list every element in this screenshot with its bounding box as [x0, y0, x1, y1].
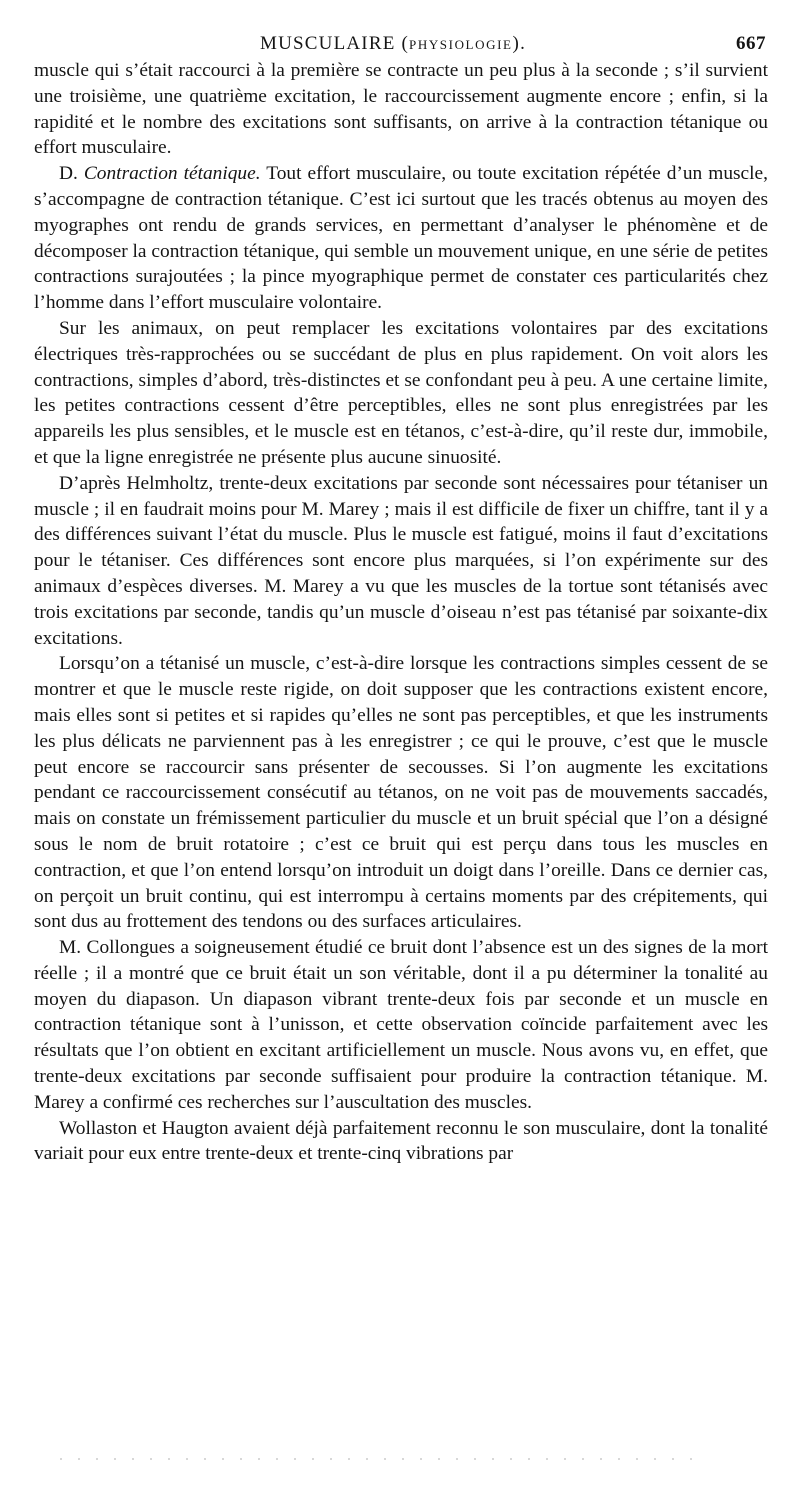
paragraph-collongues: M. Collongues a soigneusement étudié ce bruit dont l’absence est un des signes de la mort réelle ; il a montré que ce bruit était un son véritable, dont il a pu déterminer la tonalité au moyen du diapason. Un diapason vibrant trente-deux fois par seconde et un muscle en contraction tétanique sont à l’unisson, et cette observation coïncide parfaitement avec les résultats que l’on obtient en excitant artificiellement un muscle. Nous avons vu, en effet, que trente-deux excitations par seconde suffisaient pour produire la contraction tétanique. M. Marey a confirmé ces recherches sur l’auscultation des muscles. [34, 937, 768, 1113]
section-text: Tout effort musculaire, ou toute excitation répétée d’un muscle, s’accompagne de contraction tétanique. C’est ici surtout que les tracés obtenus au moyen des myographes ont rendu de grands services, en permettant d’analyser le phénomène et de décomposer la contraction tétanique, qui semble un mouvement unique, en une série de petites contractions surajoutées ; la pince myographique permet de constater ces particularités chez l’homme dans l’effort musculaire volontaire. [34, 163, 769, 314]
paragraph-helmholtz: D’après Helmholtz, trente-deux excitations par seconde sont nécessaires pour tétaniser un muscle ; il en faudrait moins pour M. Marey ; mais il est difficile de fixer un chiffre, tant il y a des différences suivant l’état du muscle. Plus le muscle est fatigué, moins il faut d’excitations pour le tétaniser. Ces différences sont encore plus marquées, si l’on expérimente sur des animaux d’espèces diverses. M. Marey a vu que les muscles de la tortue sont tétanisés avec trois excitations par seconde, tandis qu’un muscle d’oiseau n’est pas tétanisé par soixante-dix excitations. [34, 472, 768, 649]
section-title: Contraction tétanique. [83, 163, 261, 185]
paragraph-continued: muscle qui s’était raccourci à la première se contracte un peu plus à la seconde ; s’il survient une troisième, une quatrième excitation, le raccourcissement augmente encore ; enfin, si la rapidité et le nombre des excitations sont suffisants, on arrive à la contraction tétanique ou effort musculaire. [34, 60, 768, 159]
paragraph-wollaston: Wollaston et Haugton avaient déjà parfaitement reconnu le son musculaire, dont la tonalité variait pour eux entre trente-deux et trente-cinq vibrations par [34, 1117, 768, 1165]
section-mark: D. [59, 163, 78, 185]
running-head-end: ). [512, 33, 527, 54]
running-head [260, 30, 526, 59]
paragraph-contraction-tetanique [34, 161, 768, 316]
body-text [34, 58, 768, 1167]
paragraph-animaux: Sur les animaux, on peut remplacer les excitations volontaires par des excitations électriques très-rapprochées ou se succédant de plus en plus rapidement. On voit alors les contractions, simples d’abord, très-distinctes et se confondant peu à peu. A une certaine limite, les petites contractions cessent d’être perceptibles, elles ne sont plus enregistrées par les appareils les plus sensibles, et le muscle est en tétanos, c’est-à-dire, qu’il reste dur, immobile, et que la ligne enregistrée ne présente plus aucune sinuosité. [34, 317, 768, 468]
running-head-main: MUSCULAIRE ( [260, 33, 409, 54]
running-head-small: PHYSIOLOGIE [409, 37, 513, 52]
paragraph-tetanise: Lorsqu’on a tétanisé un muscle, c’est-à-dire lorsque les contractions simples cessent de se montrer et que le muscle reste rigide, on doit supposer que les contractions existent encore, mais elles sont si petites et si rapides qu’elles ne sont pas perceptibles, et que les instruments les plus délicats ne parviennent pas à les enregistrer ; ce qui le prouve, c’est que le muscle peut encore se raccourcir sans présenter de secousses. Si l’on augmente les excitations pendant ce raccourcissement consécutif au tétanos, on ne voit pas de mouvements saccadés, mais on constate un frémissement particulier du muscle et un bruit spécial que l’on a désigné sous le nom de bruit rotatoire ; c’est ce bruit qui est perçu dans tous les muscles en contraction, et que l’on entend lorsqu’on introduit un doigt dans l’oreille. Dans ce dernier cas, on perçoit un bruit continu, qui est interrompu à certains moments par des crépitements, qui sont dus au frottement des tendons ou des surfaces articulaires. [34, 653, 768, 933]
document-page [34, 30, 768, 1167]
faint-bottom-line [60, 1458, 700, 1460]
page-header [34, 30, 768, 58]
page-number: 667 [736, 33, 766, 54]
